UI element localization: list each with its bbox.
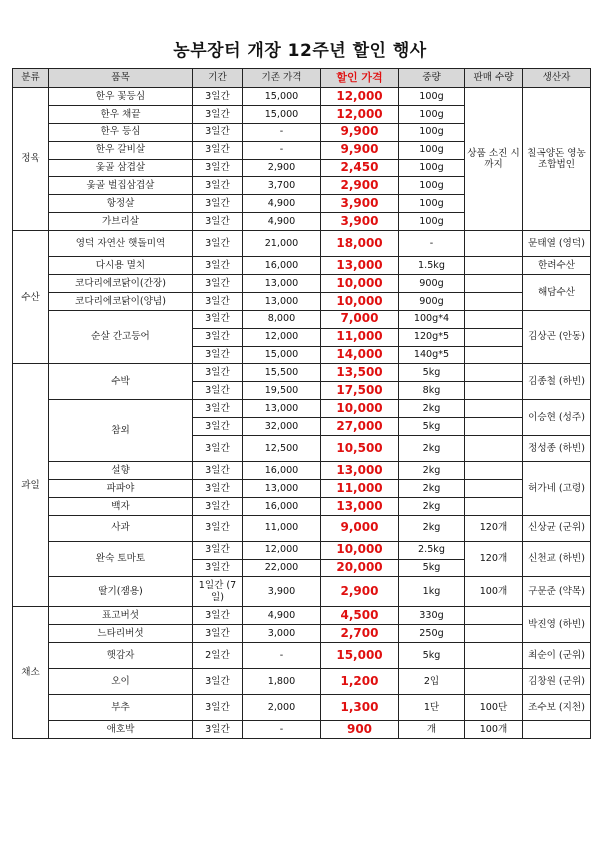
- period: 3일간: [193, 141, 243, 159]
- item-name: 항정살: [49, 195, 193, 213]
- limit-empty: [465, 669, 523, 695]
- period: 3일간: [193, 695, 243, 721]
- period: 3일간: [193, 105, 243, 123]
- orig-price: 4,900: [243, 213, 321, 231]
- header-orig-price: 기존 가격: [243, 69, 321, 88]
- item-name: 한우 갈비살: [49, 141, 193, 159]
- qty: 2kg: [399, 479, 465, 497]
- limit-empty: [465, 310, 523, 328]
- orig-price: 3,900: [243, 577, 321, 607]
- table-row: [13, 695, 591, 721]
- sale-price: 1,300: [321, 695, 399, 721]
- qty: 5kg: [399, 643, 465, 669]
- sale-price: 10,500: [321, 436, 399, 462]
- item-name: 애호박: [49, 721, 193, 739]
- table-row: [13, 275, 591, 293]
- producer: 칠곡양돈 영농조합법인: [523, 88, 591, 231]
- table-row: [13, 721, 591, 739]
- orig-price: 13,000: [243, 275, 321, 293]
- header-row: [13, 69, 591, 88]
- qty: 100g: [399, 88, 465, 106]
- qty: 100g: [399, 195, 465, 213]
- period: 3일간: [193, 275, 243, 293]
- orig-price: 16,000: [243, 462, 321, 480]
- table-row: [13, 310, 591, 328]
- qty: 2kg: [399, 436, 465, 462]
- sale-price: 2,900: [321, 577, 399, 607]
- period: 3일간: [193, 497, 243, 515]
- period: 3일간: [193, 159, 243, 177]
- orig-price: -: [243, 141, 321, 159]
- item-name: 오이: [49, 669, 193, 695]
- item-name: 햇감자: [49, 643, 193, 669]
- sale-price: 13,000: [321, 462, 399, 480]
- table-row: [13, 577, 591, 607]
- producer: 해담수산: [523, 275, 591, 311]
- qty: 5kg: [399, 559, 465, 577]
- orig-price: -: [243, 123, 321, 141]
- table-row: [13, 257, 591, 275]
- orig-price: 13,000: [243, 479, 321, 497]
- period: 2일간: [193, 643, 243, 669]
- item-name: 가브리살: [49, 213, 193, 231]
- item-name: 한우 꽃등심: [49, 88, 193, 106]
- period: 3일간: [193, 607, 243, 625]
- producer: 이승현 (성주): [523, 400, 591, 436]
- qty: 2입: [399, 669, 465, 695]
- period: 3일간: [193, 559, 243, 577]
- item-name: 한우 등심: [49, 123, 193, 141]
- sale-price: 9,000: [321, 515, 399, 541]
- producer-empty: [523, 721, 591, 739]
- table-row: [13, 515, 591, 541]
- qty: 100g: [399, 123, 465, 141]
- header-item: 품목: [49, 69, 193, 88]
- sale-price: 9,900: [321, 123, 399, 141]
- producer: 구문준 (약목): [523, 577, 591, 607]
- table-row: [13, 669, 591, 695]
- orig-price: -: [243, 643, 321, 669]
- period: 3일간: [193, 88, 243, 106]
- period: 3일간: [193, 721, 243, 739]
- price-table: [12, 68, 591, 739]
- table-row: [13, 400, 591, 418]
- limit: 상품 소진 시 까지: [465, 88, 523, 231]
- period: 3일간: [193, 346, 243, 364]
- sale-price: 14,000: [321, 346, 399, 364]
- period: 3일간: [193, 436, 243, 462]
- table-row: [13, 88, 591, 106]
- qty: 개: [399, 721, 465, 739]
- qty: 100g: [399, 105, 465, 123]
- orig-price: 15,000: [243, 88, 321, 106]
- orig-price: 2,900: [243, 159, 321, 177]
- orig-price: 16,000: [243, 497, 321, 515]
- producer: 허가네 (고령): [523, 462, 591, 516]
- limit-empty: [465, 328, 523, 346]
- orig-price: 12,000: [243, 541, 321, 559]
- table-row: [13, 625, 591, 643]
- orig-price: 22,000: [243, 559, 321, 577]
- orig-price: 13,000: [243, 400, 321, 418]
- table-row: [13, 607, 591, 625]
- period: 3일간: [193, 177, 243, 195]
- limit: 120개: [465, 541, 523, 577]
- category-cell: 수산: [13, 231, 49, 364]
- qty: 900g: [399, 275, 465, 293]
- period: 3일간: [193, 462, 243, 480]
- item-name: 한우 채끝: [49, 105, 193, 123]
- period: 3일간: [193, 310, 243, 328]
- qty: -: [399, 231, 465, 257]
- item-name: 사과: [49, 515, 193, 541]
- item-name: 다시용 멸치: [49, 257, 193, 275]
- qty: 120g*5: [399, 328, 465, 346]
- qty: 2kg: [399, 515, 465, 541]
- sale-price: 3,900: [321, 213, 399, 231]
- sale-price: 2,900: [321, 177, 399, 195]
- producer: 김상곤 (안동): [523, 310, 591, 364]
- sale-price: 20,000: [321, 559, 399, 577]
- sale-price: 17,500: [321, 382, 399, 400]
- item-name: 표고버섯: [49, 607, 193, 625]
- orig-price: 3,000: [243, 625, 321, 643]
- qty: 100g: [399, 159, 465, 177]
- orig-price: -: [243, 721, 321, 739]
- orig-price: 8,000: [243, 310, 321, 328]
- sale-price: 2,450: [321, 159, 399, 177]
- period: 3일간: [193, 541, 243, 559]
- period: 3일간: [193, 195, 243, 213]
- limit-empty: [465, 231, 523, 257]
- sale-price: 10,000: [321, 541, 399, 559]
- item-name: 파파야: [49, 479, 193, 497]
- limit-empty: [465, 625, 523, 643]
- category-cell: 채소: [13, 607, 49, 739]
- sale-price: 18,000: [321, 231, 399, 257]
- qty: 330g: [399, 607, 465, 625]
- qty: 1kg: [399, 577, 465, 607]
- header-producer: 생산자: [523, 69, 591, 88]
- orig-price: 12,500: [243, 436, 321, 462]
- sale-price: 1,200: [321, 669, 399, 695]
- qty: 2kg: [399, 462, 465, 480]
- producer: 김종철 (하빈): [523, 364, 591, 400]
- period: 3일간: [193, 479, 243, 497]
- item-name: 참외: [49, 400, 193, 462]
- limit-empty: [465, 497, 523, 515]
- sale-price: 2,700: [321, 625, 399, 643]
- category-cell: 과일: [13, 364, 49, 607]
- limit-empty: [465, 364, 523, 382]
- header-category: 분류: [13, 69, 49, 88]
- header-qty: 중량: [399, 69, 465, 88]
- sale-price: 900: [321, 721, 399, 739]
- qty: 5kg: [399, 364, 465, 382]
- orig-price: 3,700: [243, 177, 321, 195]
- limit: 100개: [465, 721, 523, 739]
- item-name: 옻골 벌집삼겹살: [49, 177, 193, 195]
- orig-price: 16,000: [243, 257, 321, 275]
- item-name: 코다리에코닭이(양념): [49, 292, 193, 310]
- sale-price: 11,000: [321, 479, 399, 497]
- table-row: [13, 479, 591, 497]
- period: 3일간: [193, 231, 243, 257]
- orig-price: 12,000: [243, 328, 321, 346]
- limit-empty: [465, 275, 523, 293]
- limit-empty: [465, 436, 523, 462]
- orig-price: 4,900: [243, 607, 321, 625]
- period: 3일간: [193, 382, 243, 400]
- qty: 100g*4: [399, 310, 465, 328]
- period: 3일간: [193, 515, 243, 541]
- orig-price: 15,000: [243, 105, 321, 123]
- qty: 100g: [399, 213, 465, 231]
- qty: 250g: [399, 625, 465, 643]
- producer: 신천교 (하빈): [523, 541, 591, 577]
- limit: 100단: [465, 695, 523, 721]
- sale-price: 10,000: [321, 292, 399, 310]
- qty: 100g: [399, 141, 465, 159]
- producer: 김창원 (군위): [523, 669, 591, 695]
- table-row: [13, 497, 591, 515]
- header-limit: 판매 수량: [465, 69, 523, 88]
- item-name: 옻골 삼겹살: [49, 159, 193, 177]
- table-row: [13, 462, 591, 480]
- sale-price: 9,900: [321, 141, 399, 159]
- limit-empty: [465, 382, 523, 400]
- orig-price: 4,900: [243, 195, 321, 213]
- item-name: 느타리버섯: [49, 625, 193, 643]
- sale-price: 13,000: [321, 257, 399, 275]
- table-row: [13, 364, 591, 382]
- qty: 1.5kg: [399, 257, 465, 275]
- producer: 한려수산: [523, 257, 591, 275]
- period: 3일간: [193, 213, 243, 231]
- sale-price: 4,500: [321, 607, 399, 625]
- producer: 박진영 (하빈): [523, 607, 591, 643]
- period: 3일간: [193, 364, 243, 382]
- sale-price: 3,900: [321, 195, 399, 213]
- table-row: [13, 231, 591, 257]
- item-name: 부추: [49, 695, 193, 721]
- period: 3일간: [193, 669, 243, 695]
- qty: 140g*5: [399, 346, 465, 364]
- qty: 2kg: [399, 400, 465, 418]
- sale-price: 27,000: [321, 418, 399, 436]
- table-row: [13, 292, 591, 310]
- sale-price: 15,000: [321, 643, 399, 669]
- item-name: 설향: [49, 462, 193, 480]
- sale-price: 11,000: [321, 328, 399, 346]
- item-name: 백자: [49, 497, 193, 515]
- period: 1일간 (7일): [193, 577, 243, 607]
- sale-price: 13,500: [321, 364, 399, 382]
- producer: 정성종 (하빈): [523, 436, 591, 462]
- period: 3일간: [193, 257, 243, 275]
- limit-empty: [465, 257, 523, 275]
- limit-empty: [465, 346, 523, 364]
- item-name: 완숙 토마토: [49, 541, 193, 577]
- qty: 8kg: [399, 382, 465, 400]
- limit-empty: [465, 400, 523, 418]
- period: 3일간: [193, 123, 243, 141]
- producer: 문태열 (영덕): [523, 231, 591, 257]
- producer: 신상균 (군위): [523, 515, 591, 541]
- sale-price: 13,000: [321, 497, 399, 515]
- sale-price: 10,000: [321, 400, 399, 418]
- period: 3일간: [193, 328, 243, 346]
- category-cell: 정육: [13, 88, 49, 231]
- limit-empty: [465, 643, 523, 669]
- orig-price: 21,000: [243, 231, 321, 257]
- period: 3일간: [193, 292, 243, 310]
- sale-price: 12,000: [321, 88, 399, 106]
- orig-price: 11,000: [243, 515, 321, 541]
- qty: 100g: [399, 177, 465, 195]
- qty: 2kg: [399, 497, 465, 515]
- period: 3일간: [193, 400, 243, 418]
- sale-price: 12,000: [321, 105, 399, 123]
- header-period: 기간: [193, 69, 243, 88]
- sale-price: 10,000: [321, 275, 399, 293]
- orig-price: 19,500: [243, 382, 321, 400]
- limit-empty: [465, 418, 523, 436]
- qty: 5kg: [399, 418, 465, 436]
- limit-empty: [465, 479, 523, 497]
- orig-price: 32,000: [243, 418, 321, 436]
- period: 3일간: [193, 418, 243, 436]
- item-name: 영덕 자연산 햇돌미역: [49, 231, 193, 257]
- header-sale-price: 할인 가격: [321, 69, 399, 88]
- producer: 최순이 (군위): [523, 643, 591, 669]
- qty: 900g: [399, 292, 465, 310]
- orig-price: 13,000: [243, 292, 321, 310]
- qty: 1단: [399, 695, 465, 721]
- period: 3일간: [193, 625, 243, 643]
- orig-price: 2,000: [243, 695, 321, 721]
- limit-empty: [465, 462, 523, 480]
- item-name: 코다리에코닭이(간장): [49, 275, 193, 293]
- orig-price: 1,800: [243, 669, 321, 695]
- limit-empty: [465, 607, 523, 625]
- producer: 조수보 (지천): [523, 695, 591, 721]
- orig-price: 15,000: [243, 346, 321, 364]
- item-name: 순살 간고등어: [49, 310, 193, 364]
- item-name: 딸기(잼용): [49, 577, 193, 607]
- limit: 100개: [465, 577, 523, 607]
- qty: 2.5kg: [399, 541, 465, 559]
- orig-price: 15,500: [243, 364, 321, 382]
- page-title: 농부장터 개장 12주년 할인 행사: [173, 41, 427, 61]
- limit-empty: [465, 292, 523, 310]
- item-name: 수박: [49, 364, 193, 400]
- sale-price: 7,000: [321, 310, 399, 328]
- table-row: [13, 643, 591, 669]
- table-row: [13, 541, 591, 559]
- limit: 120개: [465, 515, 523, 541]
